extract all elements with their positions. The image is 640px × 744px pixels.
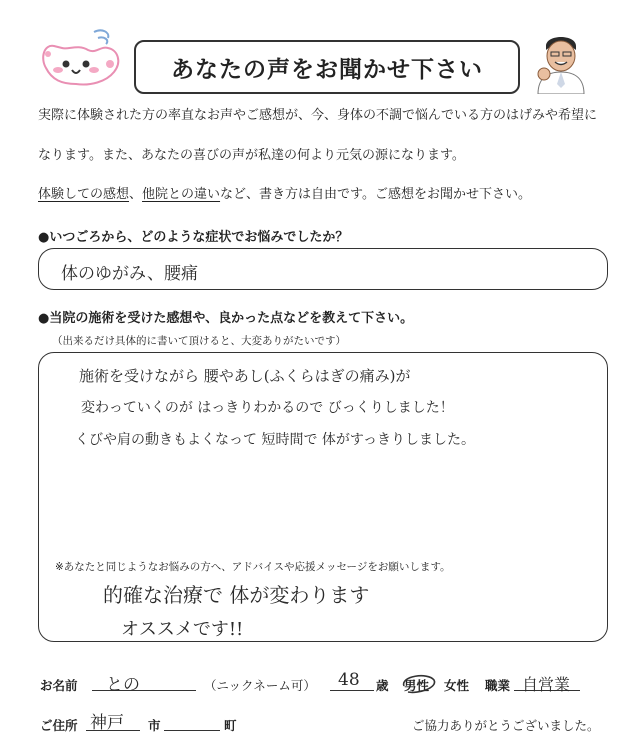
answer-2-line-1: 施術を受けながら 腰やあし(ふくらはぎの痛み)が: [79, 367, 411, 385]
intro-underline-1: 体験しての感想: [38, 187, 130, 202]
job-value[interactable]: 自営業: [522, 675, 571, 694]
answer-2-box[interactable]: [38, 352, 608, 642]
city-label: 市: [148, 718, 161, 733]
intro-separator: 、: [129, 187, 143, 202]
male-circle-mark: [398, 670, 438, 696]
intro-line-3-rest: など、書き方は自由です。ご感想をお聞かせ下さい。: [220, 187, 532, 202]
question-2-hint: （出来るだけ具体的に書いて頂けると、大変ありがたいです）: [52, 335, 346, 347]
intro-line-2: なります。また、あなたの喜びの声が私達の何より元気の源になります。: [38, 148, 465, 163]
answer-2-line-3: くびや肩の動きもよくなって 短時間で 体がすっきりしました。: [75, 432, 476, 448]
doctor-portrait-icon: [530, 28, 592, 94]
advice-line-2: オススメです!!: [121, 619, 244, 640]
question-2: ●当院の施術を受けた感想や、良かった点などを教えて下さい。: [38, 311, 414, 326]
address-label: ご住所: [40, 718, 78, 733]
advice-line-1: 的確な治療で 体が変わります: [103, 583, 370, 607]
age-underline: [330, 690, 374, 691]
intro-line-1: 実際に体験された方の率直なお声やご感想が、今、身体の不調で悩んでいる方のはげみや希望に: [38, 108, 598, 123]
answer-1-box[interactable]: [38, 248, 608, 290]
nickname-note: （ニックネーム可）: [204, 678, 316, 693]
gender-male[interactable]: 男性: [404, 678, 430, 693]
answer-2-line-2: 変わっていくのが はっきりわかるので びっくりしました！: [81, 400, 454, 416]
city-value[interactable]: 神戸: [90, 713, 124, 733]
question-1: ●いつごろから、どのような症状でお悩みでしたか？: [38, 230, 349, 245]
thanks-text: ご協力ありがとうございました。: [412, 718, 600, 733]
intro-underline-2: 他院との違い: [142, 187, 221, 202]
name-value[interactable]: との: [106, 675, 140, 695]
gender-female[interactable]: 女性: [444, 678, 470, 693]
intro-line-3: [38, 188, 531, 201]
age-label: 歳: [376, 678, 389, 693]
advice-hint: ※あなたと同じようなお悩みの方へ、アドバイスや応援メッセージをお願いします。: [55, 561, 451, 573]
name-label: お名前: [40, 678, 78, 693]
answer-1-text: 体のゆがみ、腰痛: [61, 264, 199, 284]
town-label: 町: [224, 718, 237, 733]
tooth-mascot-icon: [36, 24, 128, 94]
page-title: あなたの声をお聞かせ下さい: [134, 40, 520, 94]
age-value[interactable]: 48: [338, 670, 360, 690]
town-underline: [164, 730, 220, 731]
job-label: 職業: [485, 678, 511, 693]
